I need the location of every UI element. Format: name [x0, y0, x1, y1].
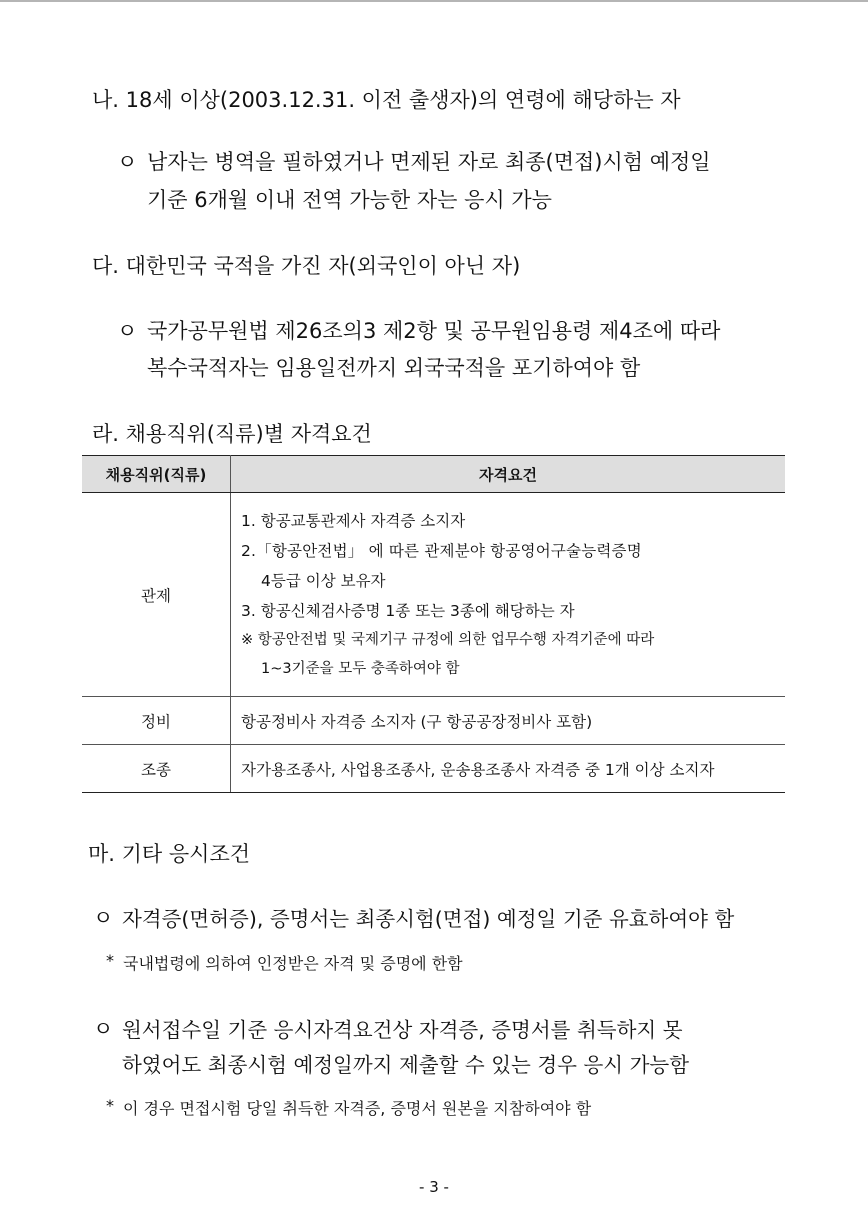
section-na-bullet: ㅇ: [117, 150, 138, 174]
col-header-position: 채용직위(직류): [82, 456, 231, 493]
section-da-item-line2: 복수국적자는 임용일전까지 외국국적을 포기하여야 함: [147, 356, 641, 380]
table-header-row: [82, 456, 785, 493]
position-cell: 정비: [82, 697, 231, 745]
section-ma-item2-bullet: ㅇ: [93, 1017, 114, 1041]
page-number: - 3 -: [419, 1178, 449, 1196]
table-row: [82, 697, 785, 745]
section-ra-heading: 라. 채용직위(직류)별 자격요건: [92, 422, 372, 446]
requirement-cell: [231, 493, 786, 697]
position-cell: 관제: [82, 493, 231, 697]
section-da-item-line1: 국가공무원법 제26조의3 제2항 및 공무원임용령 제4조에 따라: [147, 319, 721, 343]
requirement-line: 4등급 이상 보유자: [261, 571, 386, 590]
section-ma-heading: 마. 기타 응시조건: [88, 842, 251, 866]
table-row: [82, 493, 785, 697]
requirement-cell: 자가용조종사, 사업용조종사, 운송용조종사 자격증 중 1개 이상 소지자: [231, 745, 786, 793]
section-ma-item1-bullet: ㅇ: [93, 906, 114, 930]
requirement-cell: 항공정비사 자격증 소지자 (구 항공공장정비사 포함): [231, 697, 786, 745]
section-ma-note2: 이 경우 면접시험 당일 취득한 자격증, 증명서 원본을 지참하여야 함: [123, 1099, 592, 1118]
section-ma-item2-line1: 원서접수일 기준 응시자격요건상 자격증, 증명서를 취득하지 못: [122, 1018, 683, 1042]
requirement-line: 2.「항공안전법」 에 따른 관제분야 항공영어구술능력증명: [241, 541, 642, 560]
section-ma-note2-mark: *: [106, 1096, 114, 1115]
section-na-item-line2: 기준 6개월 이내 전역 가능한 자는 응시 가능: [147, 188, 552, 212]
section-da-bullet: ㅇ: [117, 319, 138, 343]
section-da-heading: 다. 대한민국 국적을 가진 자(외국인이 아닌 자): [92, 254, 521, 278]
requirements-table: [82, 455, 785, 793]
section-na-heading: 나. 18세 이상(2003.12.31. 이전 출생자)의 연령에 해당하는 자: [92, 88, 681, 112]
requirement-note: 1~3기준을 모두 충족하여야 함: [261, 660, 460, 677]
table-row: [82, 745, 785, 793]
requirement-line: 3. 항공신체검사증명 1종 또는 3종에 해당하는 자: [241, 601, 575, 620]
position-cell: 조종: [82, 745, 231, 793]
section-ma-note1-mark: *: [106, 951, 114, 970]
col-header-requirement: 자격요건: [231, 456, 786, 493]
requirement-note: ※ 항공안전법 및 국제기구 규정에 의한 업무수행 자격기준에 따라: [241, 631, 655, 648]
section-na-item-line1: 남자는 병역을 필하였거나 면제된 자로 최종(면접)시험 예정일: [147, 150, 711, 174]
section-ma-note1: 국내법령에 의하여 인정받은 자격 및 증명에 한함: [123, 954, 463, 973]
requirement-line: 1. 항공교통관제사 자격증 소지자: [241, 511, 466, 530]
section-ma-item1: 자격증(면허증), 증명서는 최종시험(면접) 예정일 기준 유효하여야 함: [122, 907, 735, 931]
section-ma-item2-line2: 하였어도 최종시험 예정일까지 제출할 수 있는 경우 응시 가능함: [122, 1053, 690, 1077]
top-border: [0, 0, 868, 2]
